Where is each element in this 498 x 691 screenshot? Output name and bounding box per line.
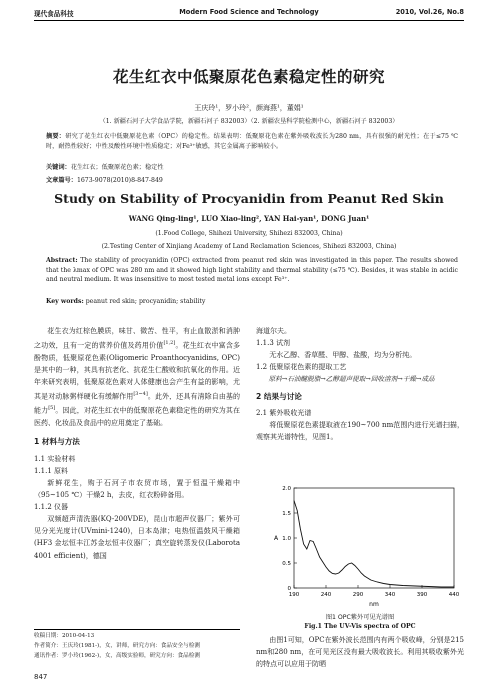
y-tick-label: 0 [287,586,291,592]
y-tick-label: 1.5 [282,511,291,517]
title-en: Study on Stability of Procyanidin from Peanut Red Skin [54,191,444,206]
keywords-cn-label: 关键词： [46,164,71,171]
subsection-1-1: 1.1 实验材料 [34,454,76,463]
keywords-cn [46,163,458,173]
section-heading-2: 2 结果与讨论 [256,392,302,402]
spectrum-line [294,501,454,588]
result-text-2: 由图1可知，OPC在紫外波长范围内有两个吸收峰，分别是215 nm和280 nm，在可见光区没有最大吸收波长。利用其吸收紫外光的特点可以应用于防晒 [256,636,464,669]
x-tick-label: 290 [352,592,364,598]
abstract-cn-label: 摘要： [46,133,66,140]
doc-number-text: 1673-9078(2010)8-847-849 [76,177,163,184]
citation: [3~4] [133,390,148,397]
keywords-en [46,297,458,307]
reagents-text: 无水乙醇、香草醛、甲醇、盐酸，均为分析纯。 [269,351,417,360]
process-flow: 原料→石油醚脱脂→乙醇超声提取→回收溶剂→干燥→成品 [268,375,435,384]
subsection-1-1-3: 1.1.3 试剂 [256,339,291,348]
raw-material-text: 新鲜花生，购于石河子市农贸市场，置于恒温干燥箱中（95~105 ℃）干燥2 h，去皮，红衣粉碎备用。 [34,479,240,500]
subsection-1-2: 1.2 低聚原花色素的提取工艺 [256,363,347,372]
right-column-top [256,325,464,443]
x-tick-label: 190 [288,592,300,598]
corresponding-author: 通讯作者：罗小玲(1962-)，女，高级实验师，研究方向：食品检测 [34,653,200,659]
title-cn: 花生红衣中低聚原花色素稳定性的研究 [112,68,385,86]
affiliation-en-1: (1.Food College, Shihezi University, Shihezi 832003, China) [155,230,343,237]
y-tick-label: 2.0 [282,486,291,492]
instruments-text: 双频超声清洗器(KQ-200VDE)，昆山市超声仪器厂；紫外可见分光光度计(UVmini-1240)，日本岛津；电热恒温鼓风干燥箱(HF3 金坛恒丰江苏金坛恒丰仪器厂；真空旋转蒸发仪(Laborota 4001 efficient)，德国 [34,515,240,560]
x-axis-label: nm [369,601,379,608]
affiliation-cn: （1. 新疆石河子大学食品学院，新疆石河子 832003）（2. 新疆农垦科学院检测中心，新疆石河子 832003） [99,118,399,125]
doc-number-label: 文章篇号： [46,177,77,184]
author-bio: 作者简介：王庆玲(1981-)，女，讲师，研究方向：食品安全与检测 [34,643,200,649]
keywords-cn-text: 花生红衣；低聚原花色素；稳定性 [70,164,164,171]
doc-number-cn [46,176,458,186]
figure-caption-en: Fig.1 The UV-Vis spectra of OPC [304,623,416,630]
received-date: 收稿日期：2010-04-13 [34,633,95,639]
left-column [34,325,240,562]
abstract-en-label: Abstract: [46,257,78,264]
x-tick-label: 240 [320,592,332,598]
subsection-1-1-2: 1.1.2 仪器 [34,503,69,512]
authors-cn: 王庆玲¹，罗小玲²，颜海燕¹，董娟¹ [194,104,304,112]
abstract-en [46,256,458,285]
x-tick-label: 390 [416,592,428,598]
y-tick-label: 1.0 [282,536,291,542]
x-tick-label: 440 [448,592,460,598]
issue-info: 2010, Vol.26, No.8 [395,8,464,16]
chart-axes [294,488,454,588]
keywords-en-text: peanut red skin; procyanidin; stability [85,298,206,305]
figure-caption-cn: 图1 OPC紫外可见光谱图 [325,614,395,621]
continued-text: 海道尔夫。 [256,327,291,335]
affiliation-en-2: (2.Testing Center of Xinjiang Academy of Land Reclamation Sciences, Shihezi 832003, China) [101,243,397,250]
result-text-1: 将低聚原花色素提取液在190~700 nm范围内进行光谱扫描，观察其光谱特性，见图1。 [256,420,464,441]
y-axis-label: A [274,535,279,542]
subsection-1-1-1: 1.1.1 原料 [34,466,69,475]
page-number: 847 [34,673,48,681]
chart-ticks [282,486,459,598]
abstract-cn-text: 研究了花生红衣中低聚原花色素（OPC）的稳定性。结果表明：低聚原花色素在紫外吸收波长为280 nm，具有很强的耐光性；在于≤75 ℃时，耐热性较好；中性及酸性环境中性质稳定；对Fe³⁺敏感，其它金属离子影响较小。 [46,133,459,150]
footnote-rule [34,629,240,630]
intro-paragraph: 花生衣为红棕色膜质，味甘、微苦、性平，有止血散淤和消肿之功效，且有一定的营养价值及药用价值[1,2]。花生红衣中富含多酚物质，低聚原花色素(Oligomeric Proanthocyanidins, OPC)是其中的一种，其具有抗老化、抗花生仁酸败和抗氧化的作用。近年来研究表明，低聚原花色素对人体健康也会产生有益的影响，尤其是对动脉粥样硬化有缓解作用[3~4]。此外，还具有清除自由基的能力[5]。因此，对花生红衣中的低聚原花色素稳定性的研究为其在医药、化妆品及食品中的应用奠定了基础。 [34,327,241,427]
footnotes [34,631,254,661]
right-column-bottom [256,634,464,670]
y-tick-label: 0.5 [282,561,291,567]
journal-name-cn: 现代食品科技 [34,10,74,18]
abstract-en-text: The stability of procyanidin (OPC) extracted from peanut red skin was investigated in this paper. The results showed that the λmax of OPC was 280 nm and it showed high light stability and thermal stability (≤75 ℃). Besides, it was stable in acidic and neutral medium. It was insensitive to most tested metal ions except Fe³⁺. [46,257,458,283]
keywords-en-label: Key words: [46,298,84,305]
authors-en: WANG Qing-ling¹, LUO Xiao-ling², YAN Hai-yan¹, DONG Juan¹ [128,214,370,223]
header-rule [34,20,464,21]
subsection-2-1: 2.1 紫外吸收光谱 [256,408,312,417]
abstract-cn [46,132,458,151]
plot-frame [294,488,454,588]
x-tick-label: 340 [384,592,396,598]
uv-spectrum-chart [268,480,464,610]
citation: [5] [48,405,56,412]
section-heading-1: 1 材料与方法 [34,436,80,446]
journal-name-en: Modern Food Science and Technology [179,8,319,16]
citation: [1,2] [163,340,176,347]
